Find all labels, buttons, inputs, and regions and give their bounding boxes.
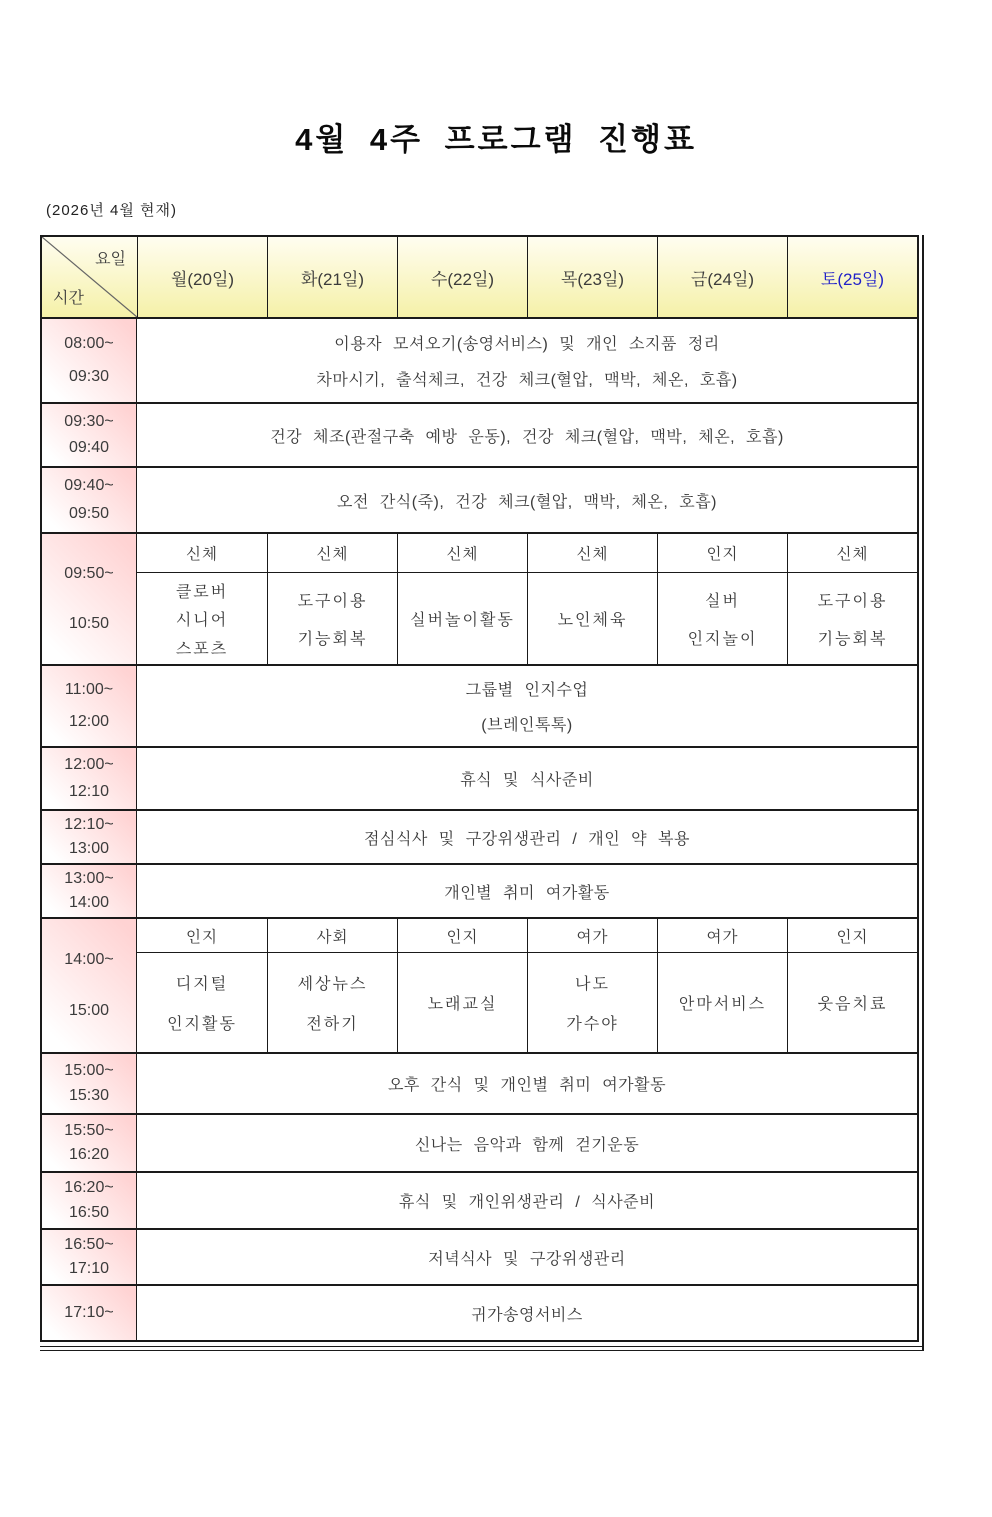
time-cell	[42, 1173, 137, 1228]
schedule-row	[42, 317, 917, 402]
day-header-mon: 월(20일)	[137, 237, 267, 317]
activity-cell	[137, 1173, 917, 1228]
time-text: 12:10	[68, 782, 110, 800]
activity-text: 차마시기, 출석체크, 건강 체크(혈압, 맥박, 체온, 호흡)	[316, 371, 738, 389]
activity-text: 안마서비스	[678, 996, 767, 1013]
day-header-wed: 수(22일)	[397, 237, 527, 317]
activity-cell	[137, 666, 917, 746]
time-text: 16:20	[68, 1146, 110, 1164]
category-cell: 신체	[787, 534, 917, 572]
schedule-row	[42, 863, 917, 917]
activity-text: 휴식 및 개인위생관리 / 식사준비	[398, 1194, 656, 1211]
category-cell: 신체	[527, 534, 657, 572]
activity-text: 인지놀이	[687, 631, 758, 648]
outer-border-right	[922, 235, 924, 1350]
activity-text: 그룹별 인지수업	[465, 682, 589, 700]
time-cell	[42, 319, 137, 402]
time-text: 09:30~	[64, 412, 114, 430]
activity-cell	[137, 468, 917, 532]
day-header-thu: 목(23일)	[527, 237, 657, 317]
activity-text: 시니어	[175, 612, 229, 629]
time-text: 13:00	[68, 839, 110, 857]
schedule-row	[42, 1052, 917, 1113]
activity-cell	[397, 573, 527, 664]
activity-cell	[137, 573, 267, 664]
activity-cell	[137, 404, 917, 466]
activity-text: 스포츠	[175, 640, 229, 658]
activity-text: 나도	[575, 975, 610, 993]
activity-cell	[137, 811, 917, 863]
activity-text: 노인체육	[557, 612, 628, 629]
category-cell: 신체	[186, 546, 218, 563]
time-cell	[42, 404, 137, 466]
activity-text: 건강 체조(관절구축 예방 운동), 건강 체크(혈압, 맥박, 체온, 호흡)	[270, 428, 784, 446]
schedule-row	[42, 1284, 917, 1340]
activity-text: 클로버	[175, 583, 229, 601]
activity-row	[137, 953, 917, 1052]
activity-cell	[137, 1286, 917, 1340]
time-text: 09:30	[68, 368, 110, 386]
time-text: 17:10	[68, 1260, 110, 1277]
day-header-fri: 금(24일)	[657, 237, 787, 317]
time-text: 08:00~	[64, 334, 114, 352]
corner-label-time: 시간	[53, 290, 84, 307]
activity-text: 도구이용	[297, 593, 368, 610]
activity-cell	[787, 953, 917, 1052]
activity-text: 저녁식사 및 구강위생관리	[428, 1250, 626, 1268]
schedule-row	[42, 532, 917, 664]
date-note: (2026년 4월 현재)	[46, 202, 177, 219]
activity-text: 기능회복	[297, 631, 368, 648]
time-text: 15:30	[68, 1087, 110, 1105]
category-row	[137, 919, 917, 953]
time-cell	[42, 919, 137, 1052]
schedule-row	[42, 1113, 917, 1171]
activity-text: 이용자 모셔오기(송영서비스) 및 개인 소지품 정리	[334, 336, 720, 354]
schedule-row	[42, 1228, 917, 1284]
time-text: 15:00~	[64, 1061, 114, 1079]
time-text: 15:00	[68, 1001, 110, 1019]
activity-text: 인지활동	[167, 1016, 237, 1034]
schedule-row	[42, 1171, 917, 1228]
time-cell	[42, 865, 137, 917]
activity-text: (브레인톡톡)	[481, 716, 573, 734]
category-cell: 사회	[267, 919, 397, 952]
activity-text: 오후 간식 및 개인별 취미 여가활동	[387, 1077, 667, 1094]
activity-text: 전하기	[306, 1016, 359, 1034]
corner-cell	[42, 237, 137, 317]
category-cell: 인지	[657, 534, 787, 572]
time-cell	[42, 534, 137, 664]
activity-text: 기능회복	[817, 631, 888, 648]
activity-text: 실버놀이활동	[410, 612, 515, 629]
day-cells	[137, 534, 917, 664]
category-cell: 인지	[787, 919, 917, 952]
time-cell	[42, 811, 137, 863]
activity-text: 노래교실	[427, 996, 498, 1013]
activity-cell	[527, 953, 657, 1052]
activity-text: 디지털	[175, 975, 229, 993]
activity-cell	[137, 319, 917, 402]
schedule-row	[42, 809, 917, 863]
category-cell: 신체	[267, 534, 397, 572]
activity-cell	[657, 573, 787, 664]
page-title: 4월 4주 프로그램 진행표	[295, 122, 697, 157]
activity-text: 웃음치료	[817, 996, 888, 1013]
time-cell	[42, 666, 137, 746]
time-text: 09:50~	[64, 565, 114, 583]
activity-text: 실버	[705, 593, 740, 610]
activity-text: 신나는 음악과 함께 걷기운동	[414, 1136, 640, 1154]
time-text: 09:50	[68, 504, 110, 522]
day-cells	[137, 919, 917, 1052]
activity-text: 세상뉴스	[297, 975, 368, 993]
activity-text: 개인별 취미 여가활동	[444, 884, 610, 902]
day-header-sat: 토(25일)	[787, 237, 917, 317]
day-header-tue: 화(21일)	[267, 237, 397, 317]
time-text: 14:00~	[64, 951, 114, 969]
schedule-row	[42, 917, 917, 1052]
schedule-row	[42, 402, 917, 466]
time-cell	[42, 1230, 137, 1284]
activity-text: 귀가송영서비스	[471, 1306, 583, 1324]
activity-cell	[657, 953, 787, 1052]
schedule-table	[40, 235, 919, 1342]
category-cell: 인지	[397, 919, 527, 952]
activity-text: 오전 간식(죽), 건강 체크(혈압, 맥박, 체온, 호흡)	[336, 493, 718, 511]
time-text: 16:50	[68, 1203, 110, 1221]
activity-text: 휴식 및 식사준비	[460, 772, 594, 789]
schedule-row	[42, 746, 917, 809]
time-text: 17:10~	[64, 1304, 114, 1321]
time-cell	[42, 468, 137, 532]
time-text: 12:00	[68, 713, 110, 731]
category-cell: 여가	[527, 919, 657, 952]
time-text: 11:00~	[64, 680, 114, 698]
category-cell: 인지	[186, 928, 218, 946]
time-text: 10:50	[68, 614, 110, 632]
activity-cell	[137, 1115, 917, 1171]
activity-cell	[267, 953, 397, 1052]
time-cell	[42, 1054, 137, 1113]
activity-cell	[397, 953, 527, 1052]
time-text: 12:10~	[64, 816, 114, 834]
corner-label-day: 요일	[95, 251, 126, 268]
time-text: 16:50~	[64, 1236, 114, 1253]
activity-cell	[137, 748, 917, 809]
time-text: 13:00~	[64, 870, 114, 888]
time-cell	[42, 748, 137, 809]
activity-cell	[267, 573, 397, 664]
time-text: 12:00~	[64, 756, 114, 774]
activity-cell	[137, 865, 917, 917]
activity-text: 도구이용	[817, 593, 888, 610]
outer-border-bottom	[40, 1346, 924, 1351]
time-text: 16:20~	[64, 1179, 114, 1197]
activity-cell	[137, 953, 267, 1052]
time-cell	[42, 1286, 137, 1340]
category-row	[137, 534, 917, 573]
activity-cell	[787, 573, 917, 664]
schedule-row	[42, 664, 917, 746]
activity-text: 가수야	[566, 1016, 619, 1034]
activity-cell	[527, 573, 657, 664]
time-text: 14:00	[68, 893, 110, 911]
time-text: 09:40~	[64, 477, 114, 495]
time-cell	[42, 1115, 137, 1171]
schedule-row	[42, 466, 917, 532]
activity-row	[137, 573, 917, 664]
category-cell: 여가	[657, 919, 787, 952]
activity-cell	[137, 1054, 917, 1113]
time-text: 09:40	[68, 439, 110, 457]
activity-cell	[137, 1230, 917, 1284]
category-cell: 신체	[397, 534, 527, 572]
header-row	[42, 237, 917, 317]
activity-text: 점심식사 및 구강위생관리 / 개인 약 복용	[364, 830, 690, 848]
time-text: 15:50~	[64, 1121, 114, 1139]
